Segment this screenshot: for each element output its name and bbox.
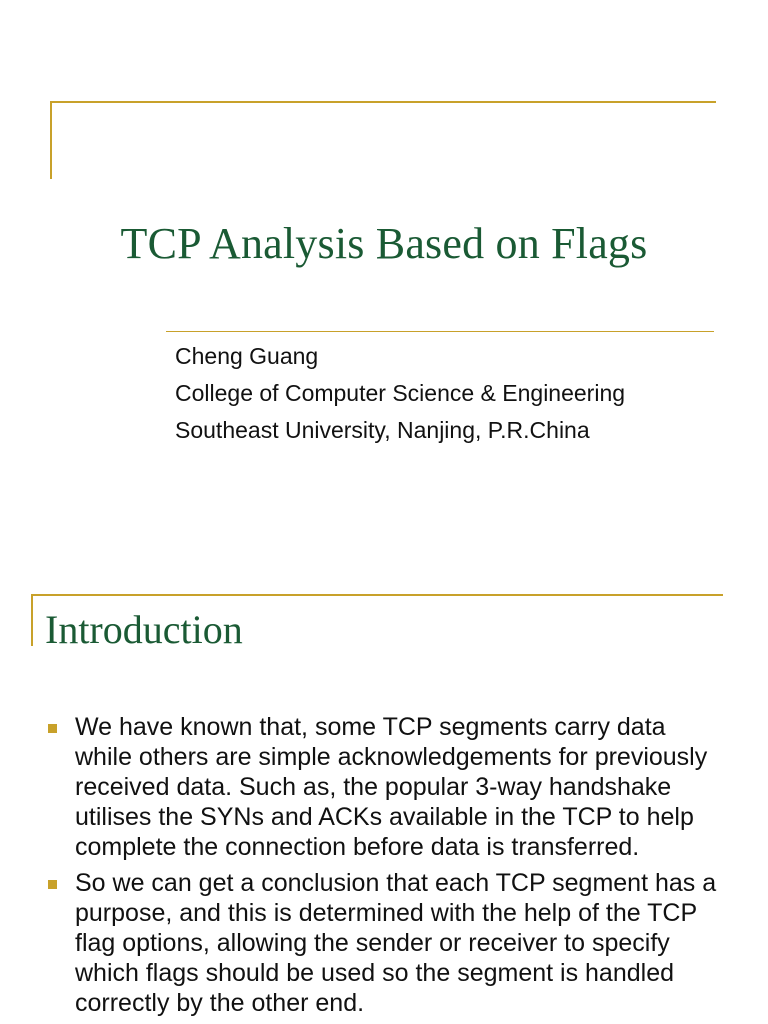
bullet-text: We have known that, some TCP segments carry data while others are simple acknowledgements for previously received data. Such as, the popular 3-way handshake utilises the SYNs and ACKs available in the TCP to help complete the connection before data is transferred. [75, 713, 708, 861]
section-horizontal-rule [31, 594, 723, 596]
author-university: Southeast University, Nanjing, P.R.China [175, 417, 590, 443]
square-bullet-icon [48, 724, 57, 733]
author-college: College of Computer Science & Engineering [175, 380, 626, 406]
author-block [175, 338, 625, 449]
bullet-item [45, 712, 725, 862]
introduction-slide [0, 512, 768, 1024]
section-heading: Introduction [45, 607, 243, 652]
bullet-list [45, 712, 725, 1024]
top-vertical-rule [50, 101, 52, 179]
top-horizontal-rule [50, 101, 716, 103]
bullet-item [45, 868, 725, 1018]
bullet-text: So we can get a conclusion that each TCP segment has a purpose, and this is determined with the help of the TCP flag options, allowing the sender or receiver to specify which flags should be used so the segment is handled correctly by the other end. [75, 869, 717, 1017]
section-vertical-rule [31, 594, 33, 646]
subtitle-rule [166, 331, 714, 332]
author-name: Cheng Guang [175, 343, 319, 369]
square-bullet-icon [48, 880, 57, 889]
slide-title: TCP Analysis Based on Flags [120, 219, 648, 268]
